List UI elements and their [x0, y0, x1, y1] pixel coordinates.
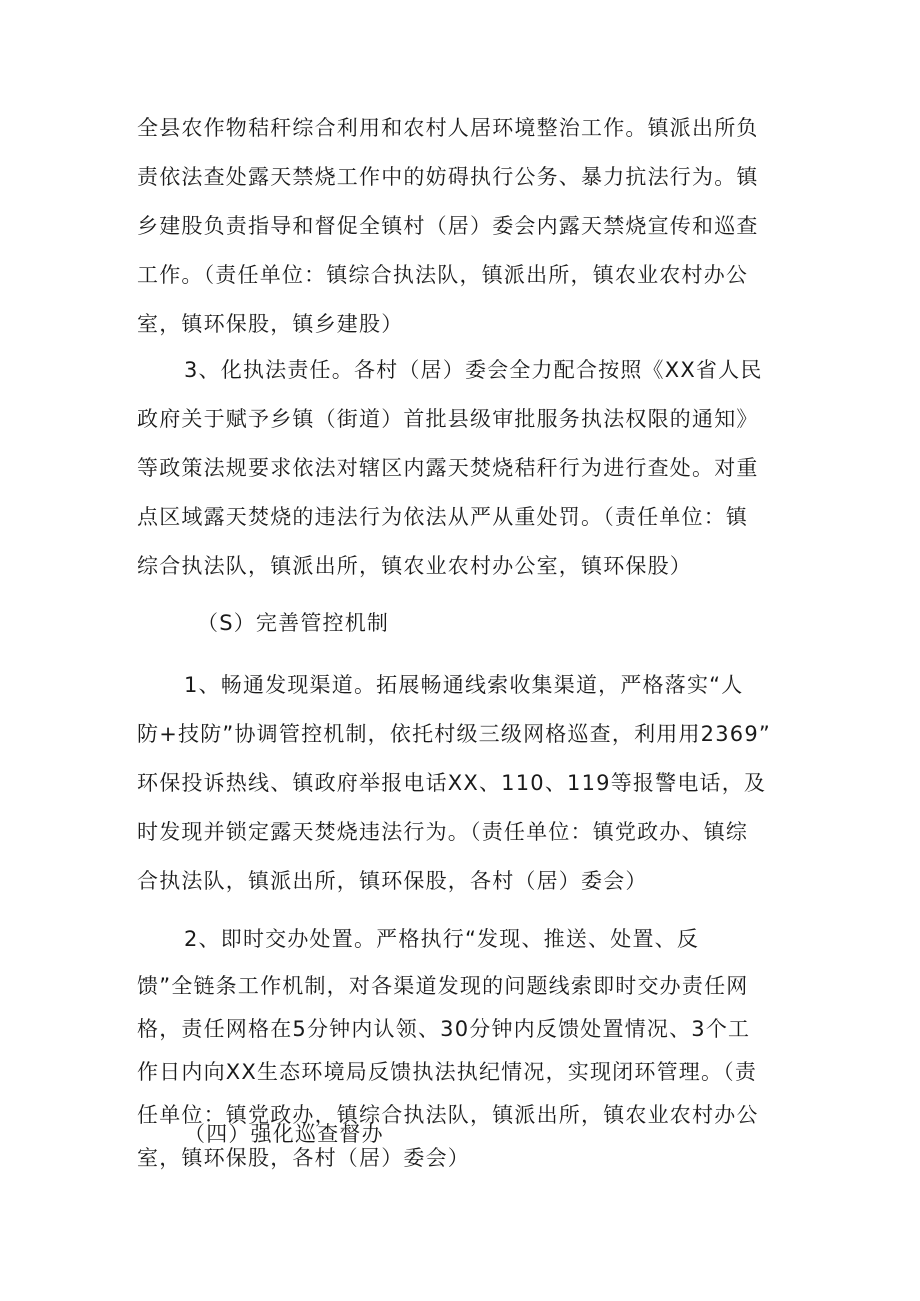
text-line: 室，镇环保股，镇乡建股） — [137, 312, 404, 336]
paragraph-item-1 — [137, 661, 797, 906]
text-line: 室，镇环保股，各村（居）委会） — [137, 1146, 470, 1170]
text-line: 1、畅通发现渠道。拓展畅通线索收集渠道，严格落实“人 — [184, 673, 744, 697]
text-line: 时发现并锁定露天焚烧违法行为。（责任单位：镇党政办、镇综 — [137, 820, 749, 844]
heading-text: （S）完善管控机制 — [197, 611, 390, 635]
text-line: 工作。（责任单位：镇综合执法队，镇派出所，镇农业农村办公 — [137, 263, 749, 287]
text-line: 2、即时交办处置。严格执行“发现、推送、处置、反 — [184, 927, 700, 951]
section-heading-s — [137, 599, 797, 648]
text-line: 3、化执法责任。各村（居）委会全力配合按照《XX省人民 — [184, 358, 763, 382]
text-line: 防+技防”协调管控机制，依托村级三级网格巡查，利用用2369” — [137, 722, 771, 746]
text-line: 政府关于赋予乡镇（街道）首批县级审批服务执法权限的通知》 — [137, 407, 759, 431]
text-line: 责依法查处露天禁烧工作中的妨碍执行公务、暴力抗法行为。镇 — [137, 165, 759, 189]
section-heading-4 — [137, 1110, 797, 1159]
text-line: 馈”全链条工作机制，对各渠道发现的问题线索即时交办责任网 — [137, 974, 749, 998]
text-line: 作日内向XX生态环境局反馈执法执纪情况，实现闭环管理。（责 — [137, 1060, 758, 1084]
text-line: 乡建股负责指导和督促全镇村（居）委会内露天禁烧宣传和巡查 — [137, 214, 759, 238]
paragraph-item-3 — [137, 346, 797, 591]
text-line: 任单位：镇党政办，镇综合执法队，镇派出所，镇农业农村办公 — [137, 1103, 759, 1127]
paragraph-continued — [137, 104, 797, 349]
text-line: 全县农作物秸秆综合利用和农村人居环境整治工作。镇派出所负 — [137, 116, 759, 140]
heading-text: （四）强化巡查督办 — [184, 1122, 384, 1146]
paragraph-item-2-first-line — [137, 915, 797, 964]
text-line: 合执法队，镇派出所，镇环保股，各村（居）委会） — [137, 869, 648, 893]
text-line: 点区域露天焚烧的违法行为依法从严从重处罚。（责任单位：镇 — [137, 505, 749, 529]
text-line: 环保投诉热线、镇政府举报电话XX、110、119等报警电话，及 — [137, 771, 767, 795]
text-line: 格，责任网格在5分钟内认领、30分钟内反馈处置情况、3个工 — [137, 1017, 751, 1041]
text-line: 等政策法规要求依法对辖区内露天焚烧秸秆行为进行查处。对重 — [137, 456, 759, 480]
text-line: 综合执法队，镇派出所，镇农业农村办公室，镇环保股） — [137, 554, 692, 578]
